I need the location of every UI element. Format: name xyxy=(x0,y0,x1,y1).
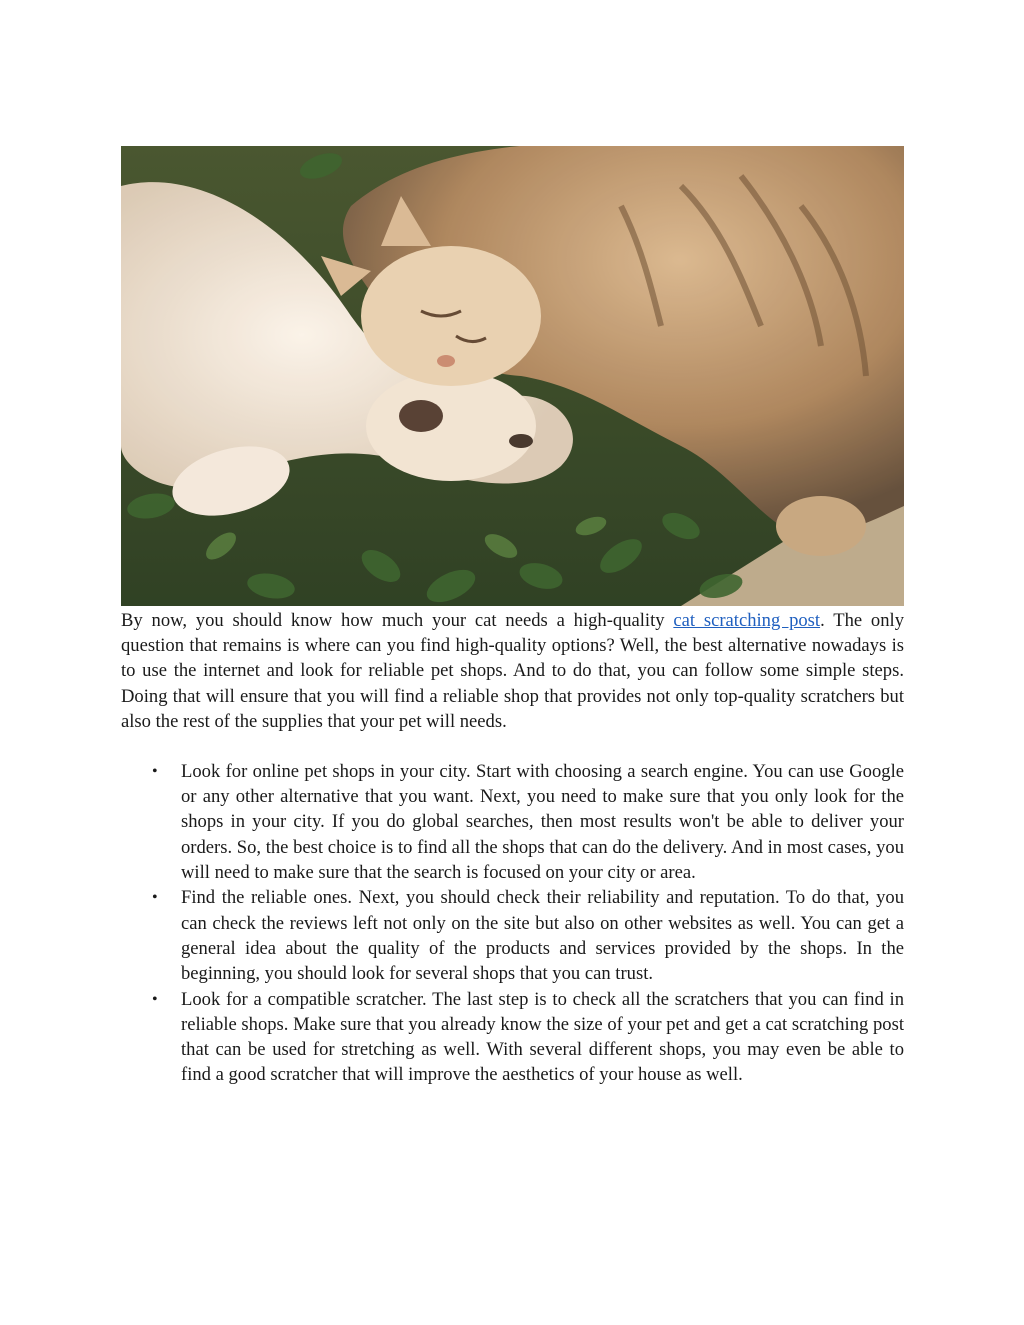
steps-bullet-list xyxy=(121,759,904,1088)
intro-paragraph xyxy=(121,608,904,734)
intro-text-after-link: . The only question that remains is where can you find high-quality options? Well, the best alternative nowadays is to use the internet and look for reliable pet shops. And to do that, you can follow some simple steps. Doing that will ensure that you will find a reliable shop that provides not only top-quality scratchers but also the rest of the supplies that your pet will needs. xyxy=(121,610,904,732)
list-item xyxy=(121,885,904,986)
intro-text-before-link: By now, you should know how much your cat needs a high-quality xyxy=(121,610,674,631)
bullet-icon: • xyxy=(152,990,158,1008)
list-item-text: Look for online pet shops in your city. Start with choosing a search engine. You can use Google or any other alternative that you want. Next, you need to make sure that you only look for the shops in your city. If you do global searches, then most results won't be able to deliver your orders. So, the best choice is to find all the shops that can do the delivery. And in most cases, you will need to make sure that the search is focused on your city or area. xyxy=(181,761,904,883)
cat-and-dog-photo xyxy=(121,146,904,606)
bullet-icon: • xyxy=(152,763,158,780)
list-item-text: Find the reliable ones. Next, you should check their reliability and reputation. To do that, you can check the reviews left not only on the site but also on other websites as well. You can get a general idea about the quality of the products and services provided by the shops. In the beginning, you should look for several shops that you can trust. xyxy=(181,887,904,985)
list-item xyxy=(121,987,904,1088)
photo-illustration xyxy=(121,146,904,606)
bullet-icon: • xyxy=(152,889,158,907)
list-item xyxy=(121,759,904,885)
cat-scratching-post-link[interactable]: cat scratching post xyxy=(673,610,821,631)
list-item-text: Look for a compatible scratcher. The last step is to check all the scratchers that you can find in reliable shops. Make sure that you already know the size of your pet and get a cat scratching post that can be used for stretching as well. With several different shops, you may even be able to find a good scratcher that will improve the aesthetics of your house as well. xyxy=(181,988,904,1086)
